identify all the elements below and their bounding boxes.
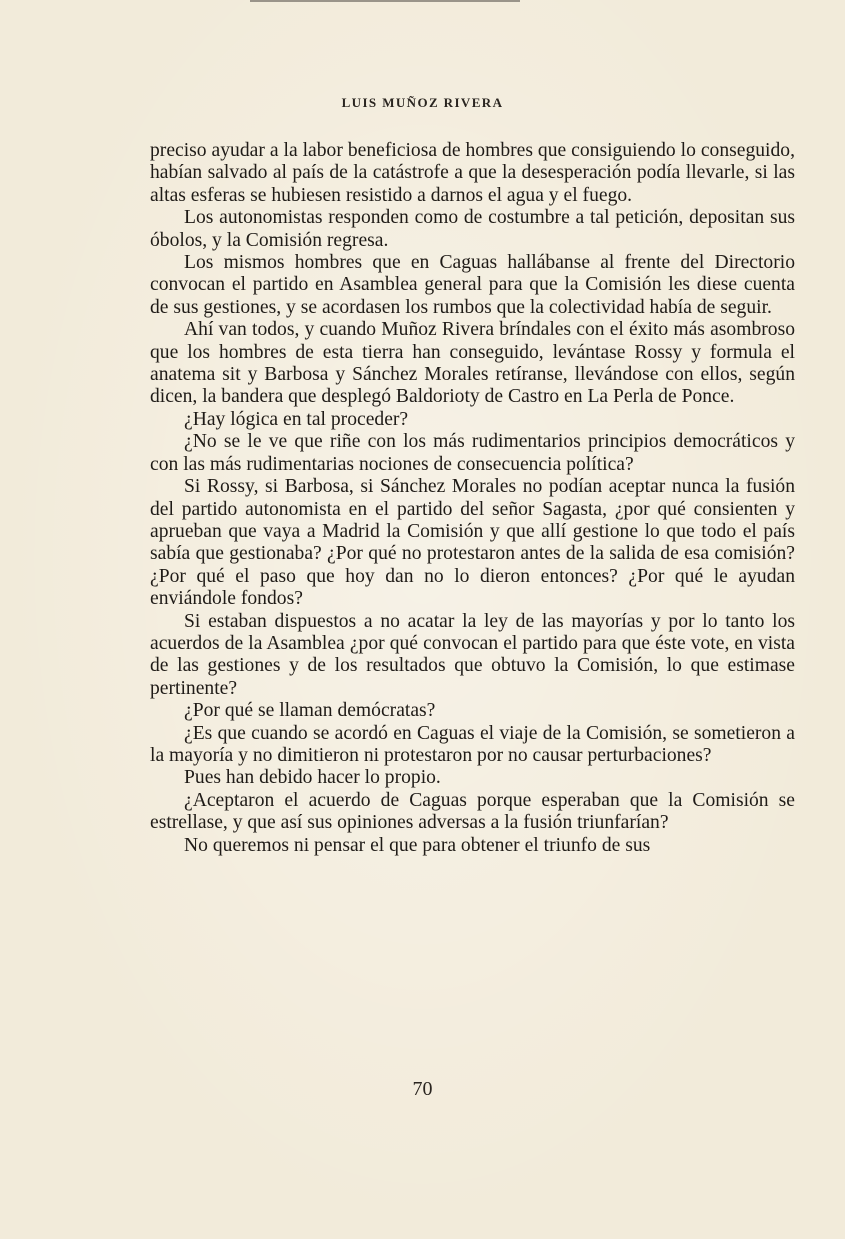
- paragraph-1: preciso ayudar a la labor beneficiosa de hombres que consiguiendo lo conseguido, habían salvado al país de la catástrofe a que la desesperación podía llevarle, si las altas esferas se hubiesen resistido a darnos el agua y el fuego.: [150, 140, 795, 206]
- paragraph-8: Si estaban dispuestos a no acatar la ley de las mayorías y por lo tanto los acuerdos de la Asamblea ¿por qué convocan el partido para que éste vote, en vista de las gestiones y de los resultados que obtuvo la Comisión, lo que estimase pertinente?: [150, 610, 795, 699]
- top-edge-rule: [250, 0, 520, 2]
- running-header: LUIS MUÑOZ RIVERA: [341, 95, 504, 110]
- paragraph-2: Los autonomistas responden como de costumbre a tal petición, depositan sus óbolos, y la Comisión regresa.: [150, 207, 795, 251]
- paragraph-13: No queremos ni pensar el que para obtener el triunfo de sus: [184, 834, 651, 856]
- paragraph-11: Pues han debido hacer lo propio.: [184, 767, 441, 789]
- page-number: 70: [412, 1078, 433, 1100]
- paragraph-6: ¿No se le ve que riñe con los más rudimentarios principios democráticos y con las más rudimentarias nociones de consecuencia política?: [150, 431, 795, 475]
- paragraph-12: ¿Aceptaron el acuerdo de Caguas porque esperaban que la Comisión se estrellase, y que así sus opiniones adversas a la fusión triunfarían?: [150, 789, 795, 834]
- paragraph-9: ¿Por qué se llaman demócratas?: [184, 700, 436, 722]
- body-text: [150, 140, 795, 857]
- paragraph-3: Los mismos hombres que en Caguas hallábanse al frente del Directorio convocan el partido en Asamblea general para que la Comisión les diese cuenta de sus gestiones, y se acordasen los rumbos que la colectividad había de seguir.: [150, 252, 795, 318]
- paragraph-5: ¿Hay lógica en tal proceder?: [184, 408, 409, 430]
- paragraph-7: Si Rossy, si Barbosa, si Sánchez Morales no podían aceptar nunca la fusión del partido autonomista en el partido del señor Sagasta, ¿por qué consienten y aprueban que vaya a Madrid la Comisión y que allí gestione lo que todo el país sabía que gestionaba? ¿Por qué no protestaron antes de la salida de esa comisión? ¿Por qué el paso que hoy dan no lo dieron entonces? ¿Por qué le ayudan enviándole fondos?: [150, 476, 795, 610]
- paragraph-10: ¿Es que cuando se acordó en Caguas el viaje de la Comisión, se sometieron a la mayoría y no dimitieron ni protestaron por no causar perturbaciones?: [150, 722, 795, 766]
- paragraph-4: Ahí van todos, y cuando Muñoz Rivera bríndales con el éxito más asombroso que los hombres de esta tierra han conseguido, levántase Rossy y formula el anatema sit y Barbosa y Sánchez Morales retíranse, llevándose con ellos, según dicen, la bandera que desplegó Baldorioty de Castro en La Perla de Ponce.: [150, 319, 795, 408]
